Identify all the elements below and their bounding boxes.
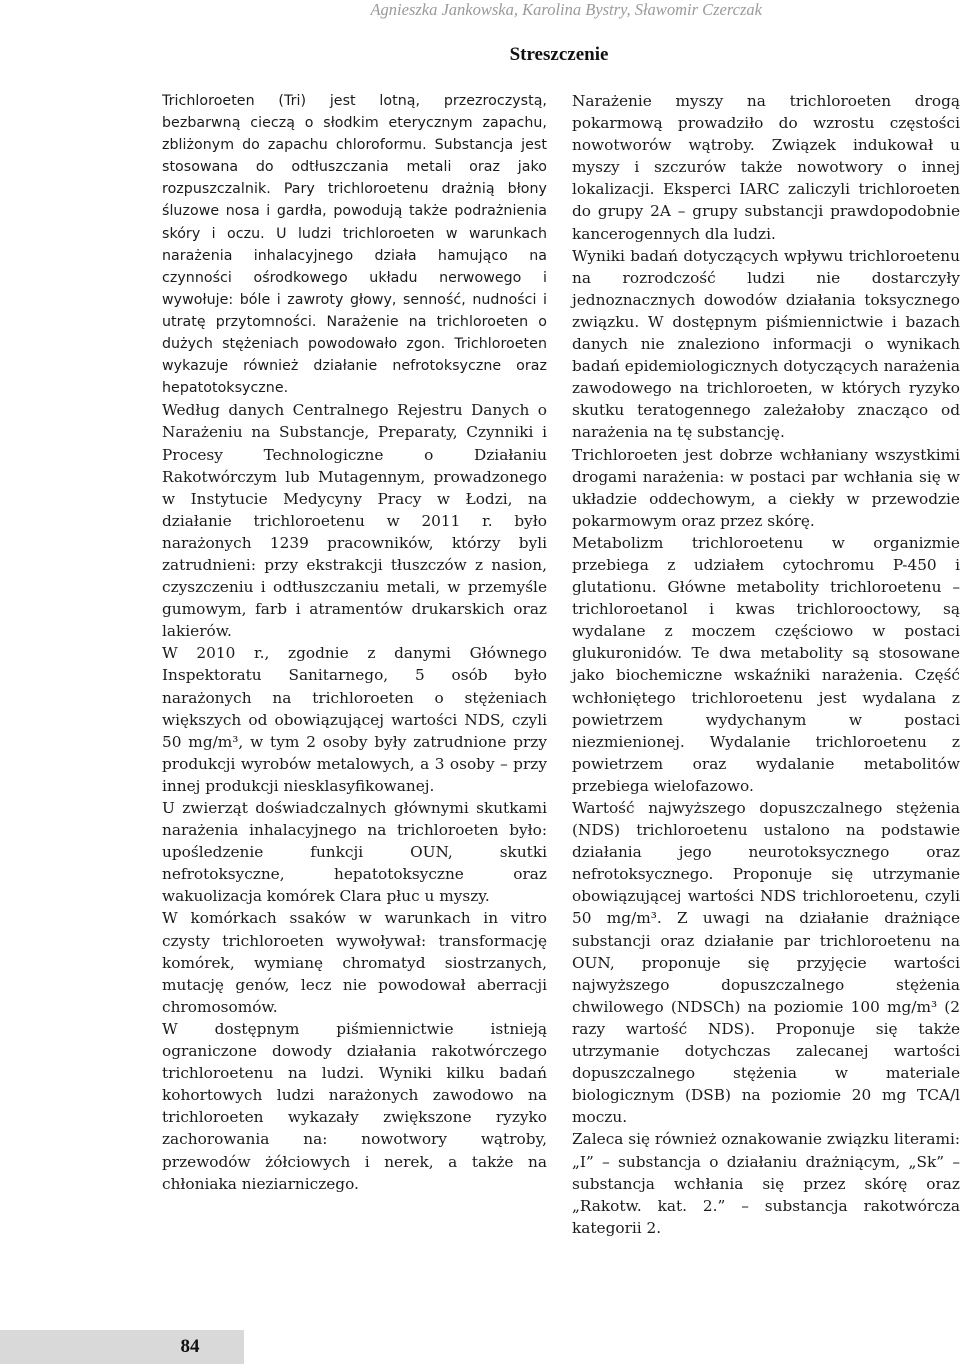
paragraph-left-4: U zwierząt doświadczalnych głównymi skutkami narażenia inhalacyjnego na trichloroeten było: upośledzenie funkcji OUN, skutki nefrotoksyczne, hepatotoksyczne oraz wakuolizacja komórek Clara płuc u myszy.: [162, 799, 547, 906]
paragraph-left-1: Trichloroeten (Tri) jest lotną, przezroczystą, bezbarwną cieczą o słodkim eterycznym zapachu, zbliżonym do zapachu chloroformu. Substancja jest stosowana do odtłuszczania metali oraz jako rozpuszczalnik. Pary trichloroetenu drażnią błony śluzowe nosa i gardła, powodują także podrażnienia skóry i oczu. U ludzi trichloroeten w warunkach narażenia inhalacyjnego działa hamująco na czynności ośrodkowego układu nerwowego i wywołuje: bóle i zawroty głowy, senność, nudności i utratę przytomności. Narażenie na trichloroeten o dużych stężeniach powodowało zgon. Trichloroeten wykazuje również działanie nefrotoksyczne oraz hepatotoksyczne.: [162, 93, 547, 397]
left-text-column: [162, 90, 547, 1195]
paragraph-left-5: W komórkach ssaków w warunkach in vitro czysty trichloroeten wywoływał: transformację komórek, wymianę chromatyd siostrzanych, mutację genów, lecz nie powodował aberracji chromosomów.: [162, 909, 547, 1016]
paragraph-left-6: W dostępnym piśmiennictwie istnieją ograniczone dowody działania rakotwórczego trichloroetenu na ludzi. Wyniki kilku badań kohortowych ludzi narażonych zawodowo na trichloroeten wykazały zwiększone ryzyko zachorowania na: nowotwory wątroby, przewodów żółciowych i nerek, a także na chłoniaka nieziarniczego.: [162, 1019, 547, 1193]
page-number: 84: [180, 1336, 200, 1357]
paragraph-right-4: Metabolizm trichloroetenu w organizmie przebiega z udziałem cytochromu P-450 i glutationu. Główne metabolity trichloroetenu – trichloroetanol i kwas trichlorooctowy, są wydalane z moczem częściowo w postaci glukuronidów. Te dwa metabolity są stosowane jako biochemiczne wskaźniki narażenia. Część wchłoniętego trichloroetenu jest wydalana z powietrzem wydychanym w postaci niezmienionej. Wydalanie trichloroetenu z powietrzem oraz wydalanie metabolitów przebiega wielofazowo.: [572, 533, 960, 795]
paragraph-right-2: Wyniki badań dotyczących wpływu trichloroetenu na rozrodczość ludzi nie dostarczyły jednoznacznych dowodów działania toksycznego związku. W dostępnym piśmiennictwie i bazach danych nie znaleziono informacji o wynikach badań epidemiologicznych dotyczących narażenia zawodowego na trichloroeten, w których ryzyko skutku teratogennego zależałoby znacząco od narażenia na tę substancję.: [572, 246, 960, 442]
paragraph-right-1: Narażenie myszy na trichloroeten drogą pokarmową prowadziło do wzrostu częstości nowotworów wątroby. Związek indukował u myszy i szczurów także nowotwory o innej lokalizacji. Eksperci IARC zaliczyli trichloroeten do grupy 2A – grupy substancji prawdopodobnie kancerogennych dla ludzi.: [572, 92, 960, 243]
paragraph-right-5: Wartość najwyższego dopuszczalnego stężenia (NDS) trichloroetenu ustalono na podstawie działania jego neurotoksycznego oraz nefrotoksycznego. Proponuje się utrzymanie obowiązującej wartości NDS trichloroetenu, czyli 50 mg/m³. Z uwagi na działanie drażniące substancji oraz działanie par trichloroetenu na OUN, proponuje się przyjęcie wartości najwyższego dopuszczalnego stężenia chwilowego (NDSCh) na poziomie 100 mg/m³ (2 razy wartość NDS). Proponuje się także utrzymanie dotychczas zalecanej wartości dopuszczalnego stężenia w materiale biologicznym (DSB) na poziomie 20 mg TCA/l moczu.: [572, 799, 960, 1127]
right-text-column: [572, 90, 960, 1239]
section-title: Streszczenie: [509, 44, 609, 65]
paragraph-left-2: Według danych Centralnego Rejestru Danych o Narażeniu na Substancje, Preparaty, Czynniki i Procesy Technologiczne o Działaniu Rakotwórczym lub Mutagennym, prowadzonego w Instytucie Medycyny Pracy w Łodzi, na działanie trichloroetenu w 2011 r. było narażonych 1239 pracowników, którzy byli zatrudnieni: przy ekstrakcji tłuszczów z nasion, czyszczeniu i odtłuszczaniu metali, w przemyśle gumowym, farb i atramentów drukarskich oraz lakierów.: [162, 401, 547, 641]
paragraph-right-3: Trichloroeten jest dobrze wchłaniany wszystkimi drogami narażenia: w postaci par wchłania się w układzie oddechowym, a ciekły w przewodzie pokarmowym oraz przez skórę.: [572, 445, 960, 530]
running-header-authors: Agnieszka Jankowska, Karolina Bystry, Sławomir Czerczak: [370, 0, 762, 19]
paragraph-left-3: W 2010 r., zgodnie z danymi Głównego Inspektoratu Sanitarnego, 5 osób było narażonych na trichloroeten o stężeniach większych od obowiązującej wartości NDS, czyli 50 mg/m³, w tym 2 osoby były zatrudnione przy produkcji wyrobów metalowych, a 3 osoby – przy innej produkcji niesklasyfikowanej.: [162, 644, 547, 795]
paragraph-right-6: Zaleca się również oznakowanie związku literami: „I” – substancja o działaniu drażniącym, „Sk” – substancja wchłania się przez skórę oraz „Rakotw. kat. 2.” – substancja rakotwórcza kategorii 2.: [572, 1130, 960, 1237]
